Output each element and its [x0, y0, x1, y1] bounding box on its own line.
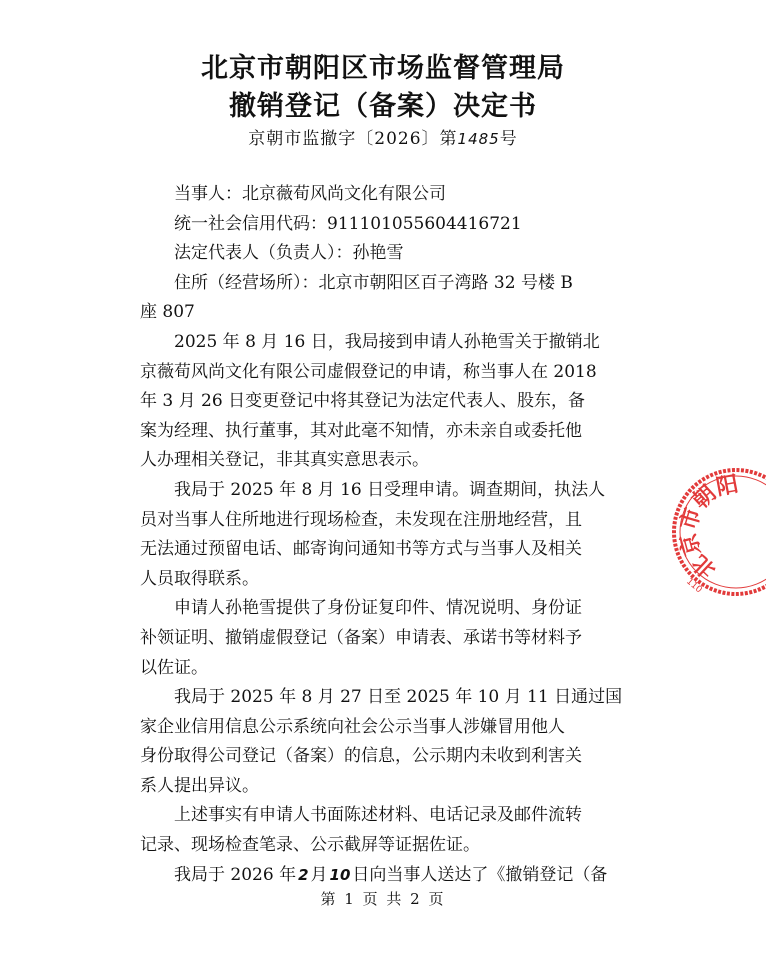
document-number: [0, 124, 766, 149]
party-address-line1: 住所（经营场所）：北京市朝阳区百子湾路 32 号楼 B: [174, 272, 573, 293]
paragraph-4-line: 我局于 2025 年 8 月 27 日至 2025 年 10 月 11 日通过国: [174, 687, 623, 708]
document-number-handwritten: 1485: [457, 130, 500, 148]
paragraph-2-line: 员对当事人住所地进行现场检查，未发现在注册地经营，且: [140, 509, 582, 530]
paragraph-1-line: 案为经理、执行董事，其对此毫不知情，亦未亲自或委托他: [140, 420, 582, 441]
seal-text: 北京市朝阳: [676, 471, 741, 583]
handwritten-day: 10: [329, 865, 351, 884]
paragraph-2-line: 无法通过预留电话、邮寄询问通知书等方式与当事人及相关: [140, 539, 582, 560]
handwritten-month: 2: [298, 865, 309, 884]
party-address-line2: 座 807: [140, 302, 195, 323]
party-credit-code: 统一社会信用代码：911101055604416721: [174, 213, 522, 234]
paragraph-6-part2: 月: [310, 864, 328, 885]
document-title-line1: 北京市朝阳区市场监督管理局: [201, 53, 565, 84]
paragraph-6-part3: 日向当事人送达了《撤销登记（备: [352, 864, 608, 885]
paragraph-6-part1: 我局于 2026 年: [174, 864, 297, 885]
document-number-suffix: 号: [499, 129, 518, 149]
paragraph-3-line: 补领证明、撤销虚假登记（备案）申请表、承诺书等材料予: [140, 627, 582, 648]
paragraph-5-line: 上述事实有申请人书面陈述材料、电话记录及邮件流转: [174, 805, 582, 826]
paragraph-4-line: 身份取得公司登记（备案）的信息，公示期内未收到利害关: [140, 746, 582, 767]
paragraph-1-line: 京薇荀风尚文化有限公司虚假登记的申请，称当事人在 2018: [140, 361, 597, 382]
paragraph-5-line: 记录、现场检查笔录、公示截屏等证据佐证。: [140, 835, 480, 856]
page-footer: 第 1 页 共 2 页: [320, 890, 446, 908]
official-seal-stamp: [666, 462, 766, 602]
seal-code: 110: [684, 576, 704, 596]
paragraph-4-line: 家企业信用信息公示系统向社会公示当事人涉嫌冒用他人: [140, 716, 565, 737]
document-body: [140, 180, 630, 890]
paragraph-1-line: 年 3 月 26 日变更登记中将其登记为法定代表人、股东，备: [140, 391, 586, 412]
paragraph-1-line: 人办理相关登记，非其真实意思表示。: [140, 450, 429, 471]
paragraph-4-line: 系人提出异议。: [140, 775, 259, 796]
paragraph-2-line: 我局于 2025 年 8 月 16 日受理申请。调查期间，执法人: [174, 479, 606, 500]
party-legal-rep: 法定代表人（负责人）：孙艳雪: [174, 243, 404, 264]
document-number-prefix: 京朝市监撤字〔2026〕第: [248, 129, 458, 149]
party-name: 当事人：北京薇荀风尚文化有限公司: [174, 184, 446, 204]
paragraph-3-line: 申请人孙艳雪提供了身份证复印件、情况说明、身份证: [174, 598, 582, 619]
paragraph-6-line: [140, 861, 630, 891]
document-title-line2: 撤销登记（备案）决定书: [229, 91, 537, 122]
paragraph-1-line: 2025 年 8 月 16 日，我局接到申请人孙艳雪关于撤销北: [174, 331, 600, 352]
paragraph-3-line: 以佐证。: [140, 657, 208, 678]
paragraph-2-line: 人员取得联系。: [140, 568, 259, 589]
